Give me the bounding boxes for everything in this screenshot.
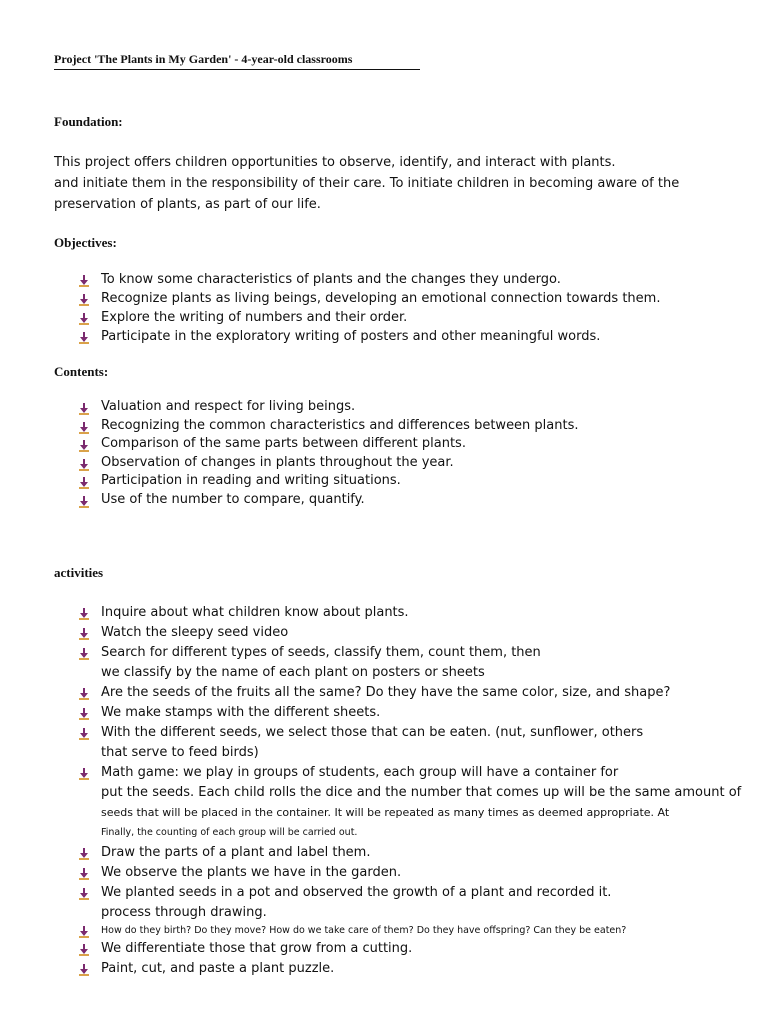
down-arrow-bullet-icon [78,964,90,976]
down-arrow-bullet-icon [78,440,90,452]
activities-heading: activities [54,565,104,580]
list-item: We observe the plants we have in the garden. [78,863,741,883]
down-arrow-bullet-icon [78,496,90,508]
list-item: Draw the parts of a plant and label them. [78,843,741,863]
list-item: We planted seeds in a pot and observed the growth of a plant and recorded it. process through drawing. [78,883,741,923]
list-item: With the different seeds, we select those that can be eaten. (nut, sunflower, others that serve to feed birds) [78,723,741,763]
objectives-list [78,270,660,346]
list-item: Are the seeds of the fruits all the same? Do they have the same color, size, and shape? [78,683,741,703]
list-item: Observation of changes in plants throughout the year. [78,454,579,473]
down-arrow-bullet-icon [78,728,90,740]
down-arrow-bullet-icon [78,648,90,660]
down-arrow-bullet-icon [78,926,90,938]
down-arrow-bullet-icon [78,888,90,900]
down-arrow-bullet-icon [78,608,90,620]
down-arrow-bullet-icon [78,477,90,489]
foundation-paragraph [54,152,744,215]
down-arrow-bullet-icon [78,768,90,780]
down-arrow-bullet-icon [78,275,90,287]
list-item: How do they birth? Do they move? How do we take care of them? Do they have offspring? Can they be eaten? [78,923,741,939]
objectives-heading: Objectives: [54,235,117,250]
down-arrow-bullet-icon [78,688,90,700]
list-item: Watch the sleepy seed video [78,623,741,643]
contents-heading: Contents: [54,364,109,379]
list-item: Explore the writing of numbers and their order. [78,308,660,327]
activities-list [78,603,741,979]
down-arrow-bullet-icon [78,848,90,860]
foundation-line: and initiate them in the responsibility of their care. To initiate children in becoming aware of the [54,176,680,191]
list-item: Inquire about what children know about plants. [78,603,741,623]
down-arrow-bullet-icon [78,868,90,880]
down-arrow-bullet-icon [78,332,90,344]
down-arrow-bullet-icon [78,313,90,325]
list-item: Search for different types of seeds, classify them, count them, then we classify by the name of each plant on posters or sheets [78,643,741,683]
list-item: We make stamps with the different sheets. [78,703,741,723]
list-item: Math game: we play in groups of students, each group will have a container for put the seeds. Each child rolls the dice and the number that comes up will be the same amount of seeds that will be placed in the container. It will be repeated as many times as deemed appropriate. At Finally, the counting of each group will be carried out. [78,763,741,843]
down-arrow-bullet-icon [78,403,90,415]
list-item: Use of the number to compare, quantify. [78,491,579,510]
list-item: Participation in reading and writing situations. [78,472,579,491]
list-item: Paint, cut, and paste a plant puzzle. [78,959,741,979]
foundation-line: preservation of plants, as part of our life. [54,197,321,212]
list-item: Recognize plants as living beings, developing an emotional connection towards them. [78,289,660,308]
list-item: We differentiate those that grow from a cutting. [78,939,741,959]
document-title: Project 'The Plants in My Garden' - 4-year-old classrooms [54,52,420,70]
list-item: Comparison of the same parts between different plants. [78,435,579,454]
down-arrow-bullet-icon [78,459,90,471]
foundation-heading: Foundation: [54,114,123,129]
foundation-line: This project offers children opportunities to observe, identify, and interact with plants. [54,155,616,170]
down-arrow-bullet-icon [78,944,90,956]
list-item: Recognizing the common characteristics and differences between plants. [78,417,579,436]
down-arrow-bullet-icon [78,294,90,306]
down-arrow-bullet-icon [78,708,90,720]
list-item: Participate in the exploratory writing of posters and other meaningful words. [78,327,660,346]
down-arrow-bullet-icon [78,628,90,640]
list-item: To know some characteristics of plants and the changes they undergo. [78,270,660,289]
down-arrow-bullet-icon [78,422,90,434]
contents-list [78,398,579,509]
list-item: Valuation and respect for living beings. [78,398,579,417]
